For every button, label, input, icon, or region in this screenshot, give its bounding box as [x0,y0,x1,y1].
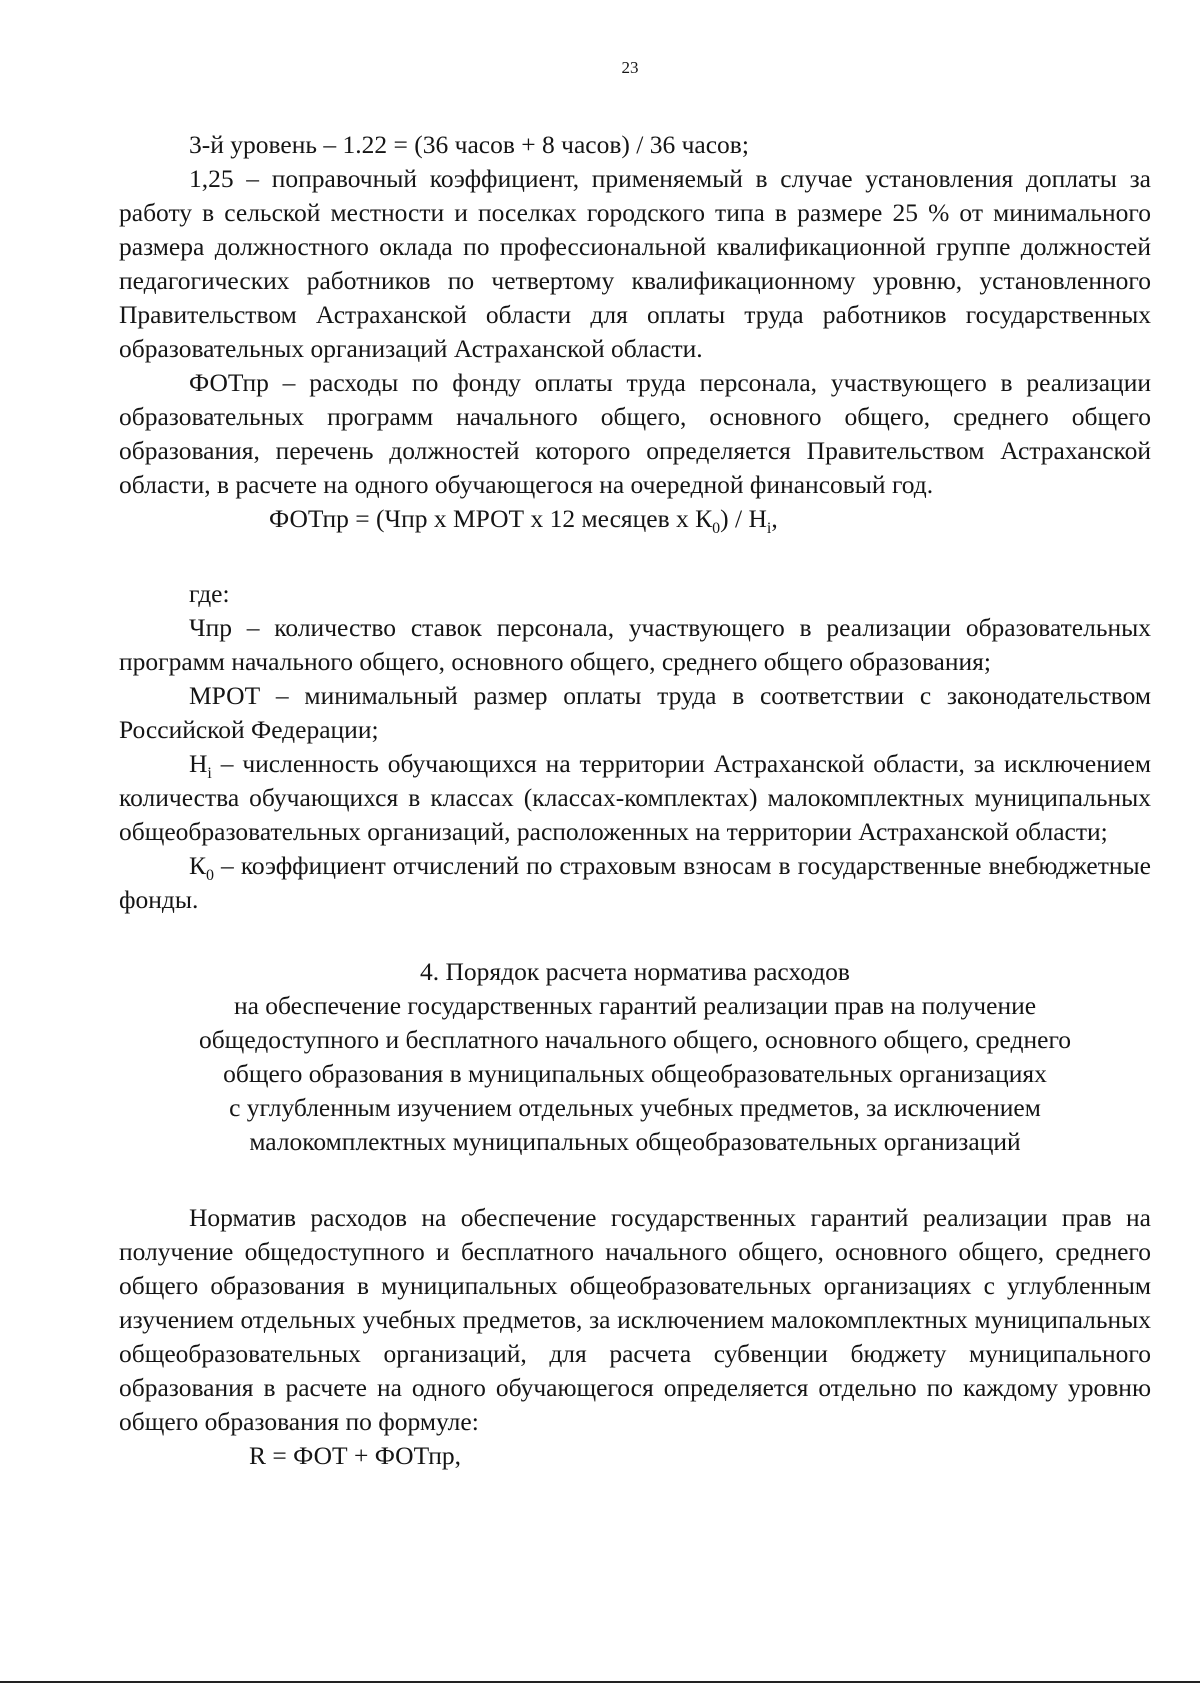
ni-subscript: i [207,765,212,783]
ni-definition [119,747,1151,849]
chpr-definition: Чпр – количество ставок персонала, участвующего в реализации образовательных программ начального общего, основного общего, среднего общего образования; [119,613,1151,676]
formula-mid: ) / Н [720,504,767,533]
bottom-rule [0,1681,1200,1683]
section-4-subtitle-4: с углубленным изучением отдельных учебных предметов, за исключением [229,1093,1041,1122]
fotpr-definition: ФОТпр – расходы по фонду оплаты труда персонала, участвующего в реализации образовательных программ начального общего, основного общего, среднего общего образования, перечень должностей которого определяется Правительством Астраханской области, в расчете на одного обучающегося на очередной финансовый год. [119,368,1151,499]
coefficient-paragraph: 1,25 – поправочный коэффициент, применяемый в случае установления доплаты за работу в сельской местности и поселках городского типа в размере 25 % от минимального размера должностного оклада по профессиональной квалификационной группе должностей педагогических работников по четвертому квалификационному уровню, установленного Правительством Астраханской области для оплаты труда работников государственных образовательных организаций Астраханской области. [119,164,1151,363]
k0-definition [119,849,1151,917]
formula-n-subscript: i [766,520,772,538]
ni-text: – численность обучающихся на территории Астраханской области, за исключением количества обучающихся в классах (классах-комплектах) малокомплектных муниципальных общеобразовательных организаций, расположенных на территории Астраханской области; [119,749,1151,846]
section-4-subtitle-1: на обеспечение государственных гарантий реализации прав на получение [233,991,1037,1020]
k0-symbol: К [189,851,207,880]
where-label: где: [189,579,230,608]
level3-line: 3-й уровень – 1.22 = (36 часов + 8 часов) / 36 часов; [189,130,749,159]
section-4-subtitle-2: общедоступного и бесплатного начального общего, основного общего, среднего [198,1025,1072,1054]
ni-symbol: Н [189,749,208,778]
mrot-definition: МРОТ – минимальный размер оплаты труда в соответствии с законодательством Российской Федерации; [119,681,1151,744]
formula-main: ФОТпр = (Чпр х МРОТ х 12 месяцев х К [269,504,713,533]
section-4-subtitle-3: общего образования в муниципальных общеобразовательных организациях [223,1059,1047,1088]
page-number: 23 [621,58,639,77]
document-body [119,128,1151,1473]
section-4-body: Норматив расходов на обеспечение государственных гарантий реализации прав на получение общедоступного и бесплатного начального общего, основного общего, среднего общего образования в муниципальных общеобразовательных организациях с углубленным изучением отдельных учебных предметов, за исключением малокомплектных муниципальных общеобразовательных организаций, для расчета субвенции бюджету муниципального образования в расчете на одного обучающегося определяется отдельно по каждому уровню общего образования по формуле: [119,1203,1151,1436]
formula-end: , [771,504,778,533]
section-4-heading: 4. Порядок расчета норматива расходов [420,957,850,986]
fotpr-formula [119,502,1151,536]
k0-text: – коэффициент отчислений по страховым взносам в государственные внебюджетные фонды. [119,851,1151,914]
section-4-subtitle-5: малокомплектных муниципальных общеобразовательных организаций [249,1127,1021,1156]
formula-k-subscript: 0 [712,520,721,538]
k0-subscript: 0 [206,867,215,885]
r-formula: R = ФОТ + ФОТпр, [249,1441,461,1470]
